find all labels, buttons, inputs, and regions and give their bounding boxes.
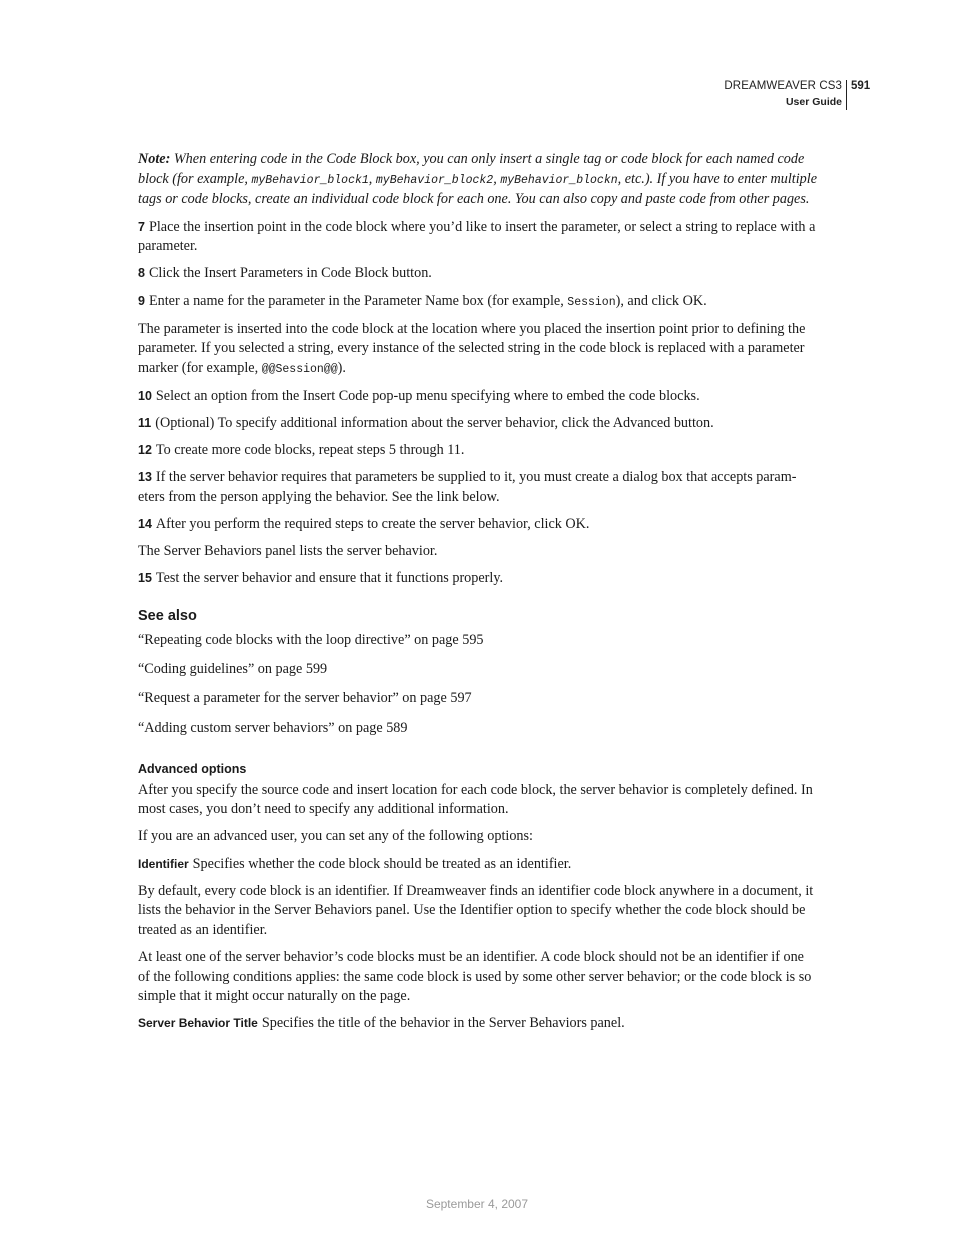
step-11 — [138, 414, 818, 434]
step-15 — [138, 569, 818, 589]
step-8 — [138, 264, 818, 284]
page-number: 591 — [851, 80, 871, 92]
note-sep-1: , — [368, 170, 376, 187]
page-header — [0, 78, 954, 114]
step-text-2: ), and click OK. — [615, 292, 707, 309]
footer-date: September 4, 2007 — [425, 1197, 529, 1211]
page-content — [138, 150, 818, 1041]
step-text: To create more code blocks, repeat steps 5 through 11. — [155, 442, 465, 459]
see-also-link[interactable]: “Coding guidelines” on page 599 — [138, 661, 328, 678]
advanced-paragraph-1: After you specify the source code and insert location for each code block, the server behavior is completely defined. In most cases, you don’t need to specify any additional information. — [138, 781, 813, 818]
server-behaviors-panel-paragraph: The Server Behaviors panel lists the server behavior. — [138, 543, 438, 559]
step-text: Click the Insert Parameters in Code Block button. — [148, 265, 432, 282]
note-code-1: myBehavior_block1 — [251, 173, 369, 187]
note-label: Note: — [138, 151, 171, 167]
advanced-options-heading: Advanced options — [138, 762, 247, 777]
note-code-3: myBehavior_blockn — [500, 173, 618, 187]
note-text-2: , etc.). If you have to enter multiple tags or code blocks, create an individual code block for each one. You can also copy and paste code from other pages. — [138, 170, 817, 208]
see-also-link[interactable]: “Request a parameter for the server behavior” on page 597 — [138, 690, 472, 707]
step-9 — [138, 292, 818, 313]
header-divider — [846, 80, 847, 110]
guide-name: User Guide — [785, 96, 842, 108]
note-sep-2: , — [493, 170, 501, 187]
paragraph-text-1: The parameter is inserted into the code block at the location where you placed the insertion point prior to defining the parameter. If you selected a string, every instance of the selected string in the code block is replaced with a parameter marker (for example, — [138, 320, 806, 376]
identifier-description: Specifies whether the code block should be treated as an identifier. — [192, 855, 572, 872]
step-number: 11 — [138, 416, 152, 431]
advanced-paragraph-4: At least one of the server behavior’s code blocks must be an identifier. A code block should not be an identifier if one of the following conditions applies: the same code block is used by some other server behavior; or the code block is so simple that it might occur naturally on the page. — [138, 948, 812, 1005]
server-behavior-title-term: Server Behavior Title — [138, 1016, 258, 1031]
step-number: 14 — [138, 516, 152, 531]
step-text: If the server behavior requires that parameters be supplied to it, you must create a dialog box that accepts param-eters from the person applying the behavior. See the link below. — [138, 469, 797, 505]
step-number: 13 — [138, 470, 152, 485]
server-behavior-title-definition — [138, 1014, 818, 1034]
server-behavior-title-description: Specifies the title of the behavior in the Server Behaviors panel. — [261, 1015, 625, 1032]
advanced-paragraph-3: By default, every code block is an identifier. If Dreamweaver finds an identifier code block anywhere in a document, it lists the behavior in the Server Behaviors panel. Use the Identifier option to specify whether the code block should be treated as an identifier. — [138, 882, 814, 938]
step-text: Select an option from the Insert Code pop-up menu specifying where to embed the code blocks. — [155, 387, 700, 404]
note-paragraph — [138, 150, 818, 210]
see-also-link[interactable]: “Adding custom server behaviors” on page 589 — [138, 719, 408, 736]
parameter-inserted-paragraph — [138, 320, 818, 380]
note-text-1: When entering code in the Code Block box, you can only insert a single tag or code block for each named code block (for example, — [138, 151, 805, 187]
step-13 — [138, 468, 818, 507]
step-text: After you perform the required steps to create the server behavior, click OK. — [155, 515, 590, 532]
step-14 — [138, 515, 818, 535]
step-12 — [138, 441, 818, 461]
identifier-term: Identifier — [138, 856, 189, 871]
step-number: 9 — [138, 293, 145, 308]
step-10 — [138, 387, 818, 407]
step-text: Test the server behavior and ensure that it functions properly. — [155, 570, 504, 587]
note-code-2: myBehavior_block2 — [375, 173, 494, 187]
see-also-link[interactable]: “Repeating code blocks with the loop directive” on page 595 — [138, 632, 484, 649]
paragraph-text-2: ). — [337, 359, 346, 376]
step-7 — [138, 218, 818, 257]
parameter-marker-code: @@Session@@ — [261, 362, 338, 376]
step-code: Session — [567, 295, 616, 309]
step-text: (Optional) To specify additional information about the server behavior, click the Advanced button. — [155, 415, 714, 432]
product-name: DREAMWEAVER CS3 — [724, 80, 842, 92]
step-number: 10 — [138, 388, 152, 403]
step-text-1: Enter a name for the parameter in the Parameter Name box (for example, — [148, 292, 568, 309]
step-number: 7 — [138, 219, 145, 234]
see-also-heading: See also — [138, 607, 197, 624]
step-number: 8 — [138, 266, 145, 281]
identifier-definition — [138, 855, 818, 875]
step-number: 12 — [138, 443, 152, 458]
step-text: Place the insertion point in the code block where you’d like to insert the parameter, or select a string to replace with a parameter. — [138, 218, 816, 255]
step-number: 15 — [138, 571, 152, 586]
advanced-paragraph-2: If you are an advanced user, you can set any of the following options: — [138, 828, 533, 845]
